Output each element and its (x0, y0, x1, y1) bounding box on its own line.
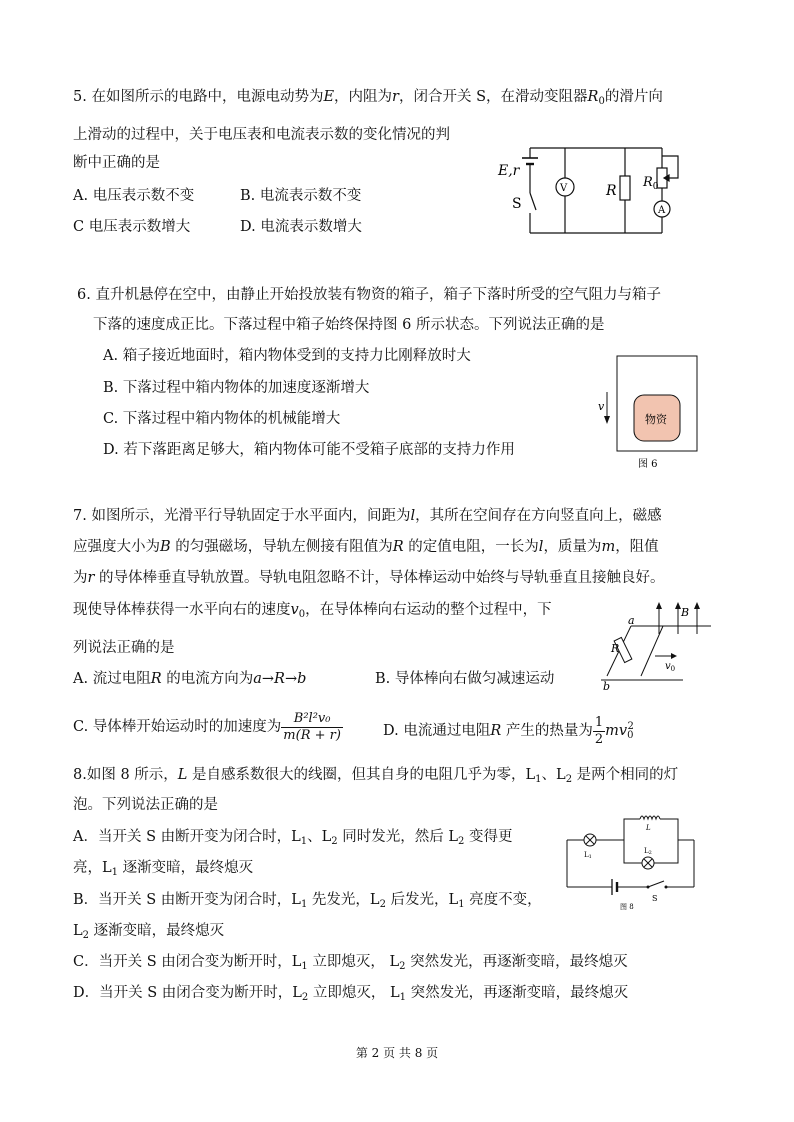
page-footer: 第 2 页 共 8 页 (355, 1046, 439, 1060)
q8-label-l2: L2 (644, 847, 652, 856)
q7-label-r: R (611, 642, 620, 655)
q5-label-v: V (560, 183, 568, 194)
q8-option-b-line-2: $L_2$ 逐渐变暗，最终熄灭 (73, 923, 225, 941)
q6-stem-line-2: 下落的速度成正比。下落过程中箱子始终保持图 6 所示状态。下列说法正确的是 (93, 317, 605, 333)
q8-label-l1: L1 (584, 851, 592, 860)
q8-label-s: S (652, 894, 658, 903)
q7-stem-line-2: 应强度大小为B 的匀强磁场，导轨左侧接有阻值为R 的定值电阻，一长为l，质量为m，阻值 (73, 539, 659, 555)
q8-option-a-line-1: A．当开关 S 由断开变为闭合时，$L_1$、$L_2$ 同时发光，然后 $L_2$ 变得更 (73, 829, 513, 847)
q5-circuit-diagram (490, 138, 690, 238)
q7-rail-diagram (593, 600, 723, 690)
q5-stem-line-1: 5. 在如图所示的电路中，电源电动势为E，内阻为r，闭合开关 S，在滑动变阻器$R_0$的滑片向 (73, 89, 663, 107)
q7-label-a: a (628, 614, 635, 627)
q6-figure (595, 348, 705, 473)
q5-label-er: E,r (498, 163, 520, 179)
q6-option-a: A. 箱子接近地面时，箱内物体受到的支持力比刚释放时大 (103, 348, 471, 364)
q7-option-b: B. 导体棒向右做匀减速运动 (375, 671, 555, 687)
q6-option-d: D. 若下落距离足够大，箱内物体可能不受箱子底部的支持力作用 (103, 442, 515, 458)
q6-caption: 图 6 (638, 459, 658, 470)
q7-option-d: D. 电流通过电阻R 产生的热量为 $\frac{1}{2}$ $mv_0^2$ (383, 714, 634, 747)
q7-option-d-fraction: $\frac{1}{2}$ (594, 714, 604, 747)
q7-stem-line-1: 7. 如图所示，光滑平行导轨固定于水平面内，间距为l，其所在空间存在方向竖直向上，磁感 (73, 508, 662, 524)
q8-option-d: D．当开关 S 由闭合变为断开时，$L_2$ 立即熄灭， $L_1$ 突然发光，再逐渐变暗，最终熄灭 (73, 985, 629, 1003)
q5-label-s: S (512, 196, 522, 212)
q5-option-d: D. 电流表示数增大 (240, 219, 362, 235)
q5-stem-line-2: 上滑动的过程中，关于电压表和电流表示数的变化情况的判 (73, 127, 450, 143)
q5-option-c: C 电压表示数增大 (73, 219, 191, 235)
q5-label-r0: $R_0$ (643, 175, 659, 192)
q8-option-a-line-2: 亮，$L_1$ 逐渐变暗，最终熄灭 (73, 860, 254, 878)
q5-stem-line-3: 断中正确的是 (73, 155, 160, 171)
q7-label-v0: $v_0$ (665, 661, 676, 673)
q6-stem-line-1: 6. 直升机悬停在空中，由静止开始投放装有物资的箱子，箱子下落时所受的空气阻力与箱子 (77, 287, 661, 303)
q8-stem-line-2: 泡。下列说法正确的是 (73, 797, 218, 813)
q6-option-c: C. 下落过程中箱内物体的机械能增大 (103, 411, 341, 427)
q5-option-a: A. 电压表示数不变 (73, 188, 195, 204)
q8-label-l: L (646, 824, 651, 832)
q7-stem-line-3: 为r 的导体棒垂直导轨放置。导轨电阻忽略不计，导体棒运动中始终与导轨垂直且接触良好。 (73, 570, 665, 586)
q7-stem-line-5: 列说法正确的是 (73, 640, 175, 656)
q7-option-c-fraction: $\frac{\text{B²l²v₀}}{m(R + r)}$ (283, 710, 341, 743)
q8-option-c: C．当开关 S 由闭合变为断开时，$L_1$ 立即熄灭， $L_2$ 突然发光，再逐渐变暗，最终熄灭 (73, 954, 628, 972)
q8-caption: 图 8 (620, 903, 634, 911)
q5-label-r: R (606, 183, 617, 199)
q7-label-b: b (603, 680, 611, 690)
q8-stem-line-1: 8.如图 8 所示，L 是自感系数很大的线圈，但其自身的电阻几乎为零，$L_1$、$L_2$ 是两个相同的灯 (73, 767, 679, 785)
q8-option-b-line-1: B．当开关 S 由断开变为闭合时，$L_1$ 先发光，$L_2$ 后发光，$L_1$ 亮度不变， (73, 892, 542, 910)
q6-label-item: 物资 (645, 413, 667, 426)
q5-label-a: A (658, 205, 666, 216)
q5-option-b: B. 电流表示数不变 (240, 188, 362, 204)
q6-option-b: B. 下落过程中箱内物体的加速度逐渐增大 (103, 380, 370, 396)
q7-option-c: C. 导体棒开始运动时的加速度为 $\frac{\text{B²l²v₀}}{m(R + r)}$ (73, 710, 341, 743)
q7-label-field-b: B (681, 606, 690, 619)
q7-stem-line-4: 现使导体棒获得一水平向右的速度$v_0$，在导体棒向右运动的整个过程中，下 (73, 602, 552, 620)
q8-circuit-diagram (562, 805, 702, 915)
q7-option-a: A. 流过电阻R 的电流方向为a→R→b (73, 671, 307, 687)
q6-label-v: v (598, 400, 605, 413)
